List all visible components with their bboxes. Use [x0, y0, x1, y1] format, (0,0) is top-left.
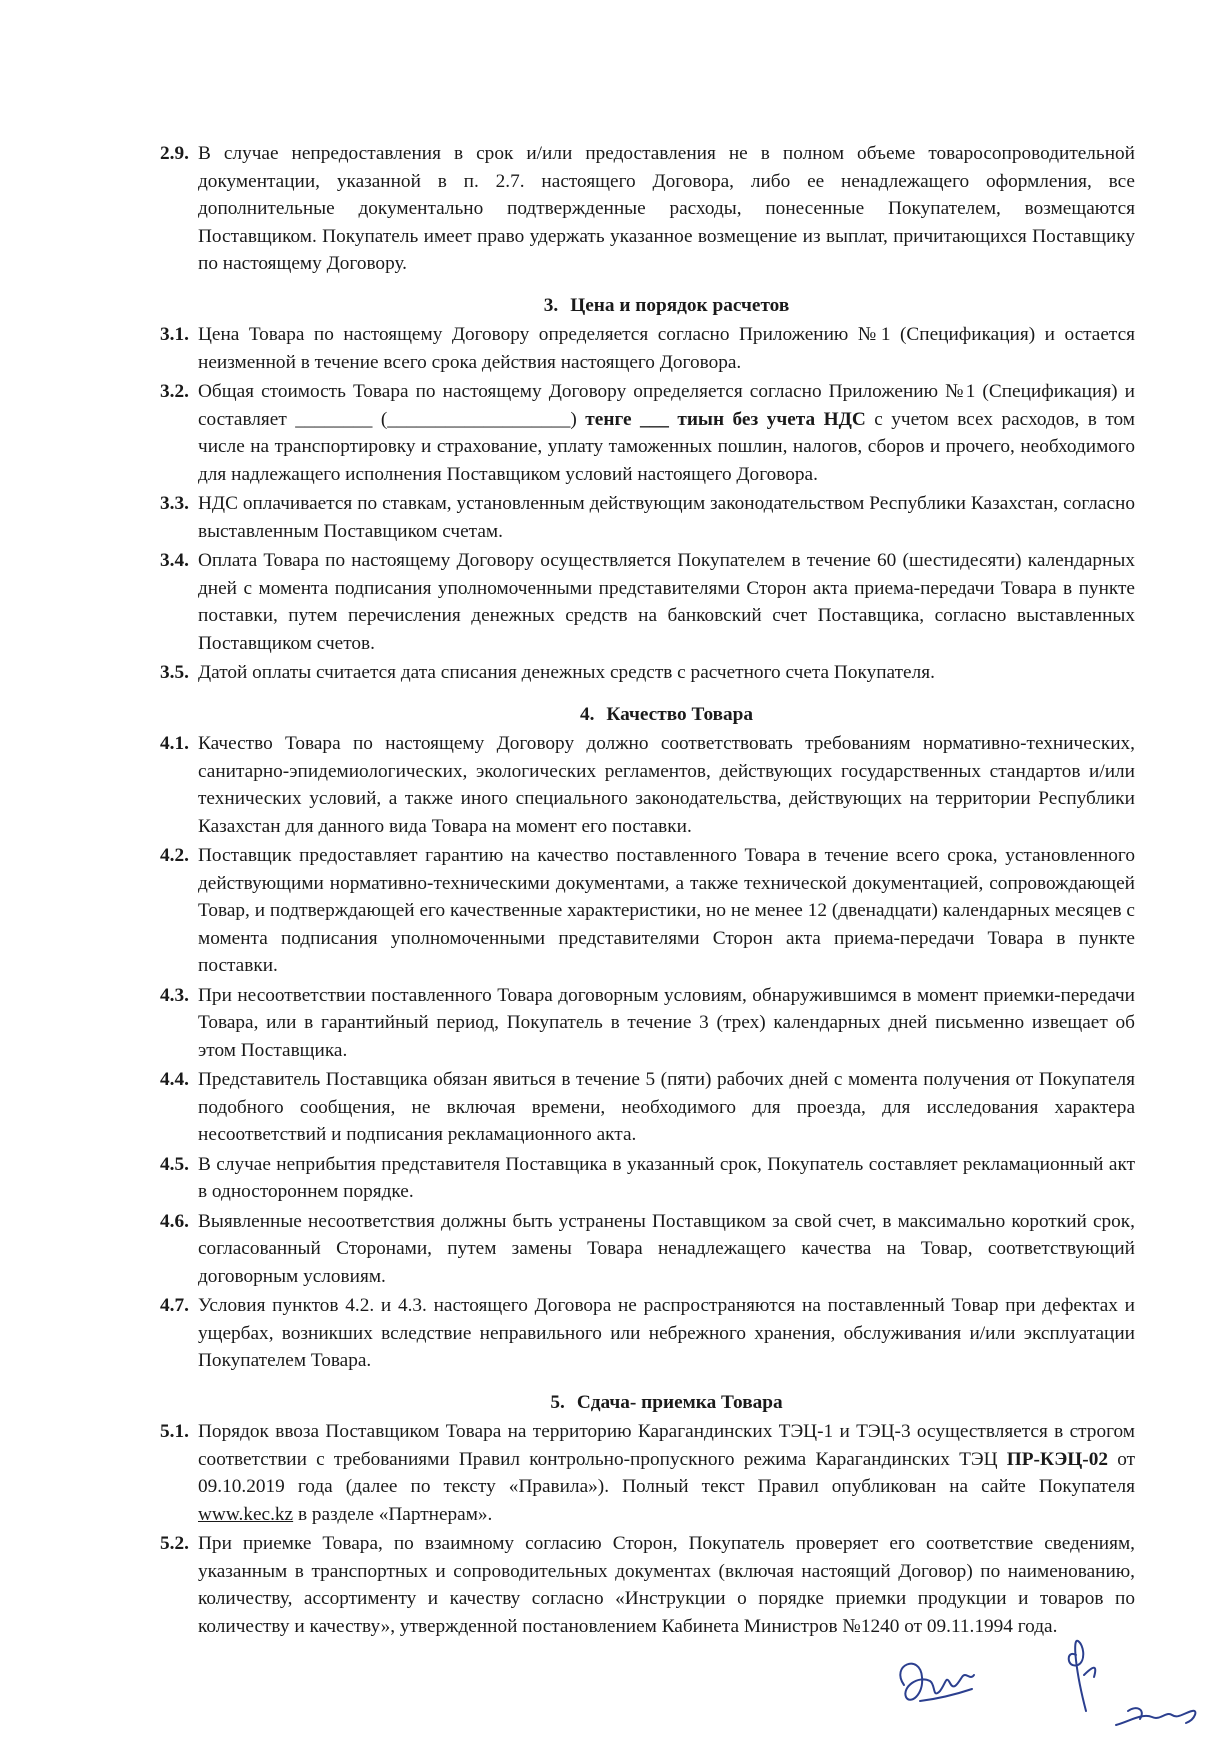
clause-3-1 — [160, 321, 1135, 376]
clause-number: 4.6. — [160, 1210, 189, 1232]
clause-number: 3.1. — [160, 324, 189, 345]
clause-text-part: Общая стоимость Товара по настоящему Договору определяется согласно Приложению №1 (Спецификация) и составляет ________ (___________________) — [198, 381, 1135, 430]
clause-4-5 — [160, 1151, 1135, 1206]
clause-number: 3.4. — [160, 550, 189, 571]
section-number: 4. — [579, 703, 595, 725]
clause-text-part: Порядок ввоза Поставщиком Товара на территорию Карагандинских ТЭЦ-1 и ТЭЦ-3 осуществляется в строгом соответствии с требованиями Правил контрольно-пропускного режима Карагандинских ТЭЦ — [198, 1421, 1135, 1470]
website-link[interactable]: www.kec.kz — [198, 1503, 294, 1525]
clause-text: Датой оплаты считается дата списания денежных средств с расчетного счета Покупателя. — [198, 662, 935, 683]
clause-text: Представитель Поставщика обязан явиться в течение 5 (пяти) рабочих дней с момента получения от Покупателя подобного сообщения, не включая времени, необходимого для проезда, для исследования характера несоответствий и подписания рекламационного акта. — [198, 1069, 1135, 1145]
clause-number: 4.1. — [160, 733, 189, 754]
clause-5-2 — [160, 1530, 1135, 1640]
signatures — [880, 1625, 1210, 1735]
signature-left-icon — [900, 1664, 974, 1701]
clause-text — [198, 381, 1135, 485]
clause-number: 4.4. — [160, 1069, 189, 1090]
price-bold-text: тенге ___ тиын без учета НДС — [576, 408, 866, 430]
section-title: Цена и порядок расчетов — [570, 294, 790, 316]
clause-2-9 — [160, 140, 1135, 278]
rules-code-bold: ПР-КЭЦ-02 — [1006, 1448, 1108, 1470]
section-3-heading — [160, 292, 1135, 320]
section-number: 5. — [550, 1391, 565, 1413]
section-5-heading — [160, 1389, 1135, 1417]
clause-text: При приемке Товара, по взаимному согласию Сторон, Покупатель проверяет его соответствие сведениям, указанным в транспортных и сопроводительных документах (включая настоящий Договор) по наименованию, количеству, ассортименту и качеству согласно «Инструкции о порядке приемки продукции и товаров по количеству и качеству», утвержденной постановлением Кабинета Министров №1240 от 09.11.1994 года. — [198, 1533, 1135, 1637]
clause-5-1 — [160, 1418, 1135, 1528]
clause-number: 4.2. — [160, 845, 189, 866]
clause-number: 3.2. — [160, 381, 189, 402]
clause-text-part: от 09.10.2019 года (далее по тексту «Правила»). Полный текст Правил опубликован на сайте Покупателя — [198, 1448, 1136, 1497]
clause-text: Качество Товара по настоящему Договору должно соответствовать требованиям нормативно-технических, санитарно-эпидемиологических, экологических регламентов, действующих государственных стандартов и/или технических условий, а также иного специального законодательства, действующих на территории Республики Казахстан для данного вида Товара на момент его поставки. — [198, 733, 1135, 837]
clause-number: 3.3. — [160, 493, 189, 514]
clause-4-3 — [160, 982, 1135, 1065]
clause-4-4 — [160, 1066, 1135, 1149]
clause-text: При несоответствии поставленного Товара договорным условиям, обнаружившимся в момент приемки-передачи Товара, или в гарантийный период, Покупатель в течение 3 (трех) календарных дней письменно извещает об этом Поставщика. — [198, 984, 1135, 1061]
clause-number: 3.5. — [160, 662, 189, 683]
clause-text: Поставщик предоставляет гарантию на качество поставленного Товара в течение всего срока, установленного действующими нормативно-техническими документами, а также технической документацией, сопровождающей Товар, и подтверждающей его качественные характеристики, но не менее 12 (двенадцати) календарных месяцев с момента подписания уполномоченными представителями Сторон акта приема-передачи Товара в пункте поставки. — [198, 845, 1135, 976]
section-number: 3. — [543, 294, 559, 316]
clause-text-part: с учетом всех расходов, в том числе на транспортировку и страхование, уплату таможенных пошлин, налогов, сборов и прочего, необходимого для надлежащего исполнения Поставщиком условий настоящего Договора. — [198, 408, 1135, 485]
clause-3-3 — [160, 490, 1135, 545]
clause-text: Цена Товара по настоящему Договору определяется согласно Приложению №1 (Спецификация) и остается неизменной в течение всего срока действия настоящего Договора. — [198, 324, 1135, 373]
clause-3-2 — [160, 378, 1135, 488]
clause-3-4 — [160, 547, 1135, 657]
clause-number: 5.1. — [160, 1421, 189, 1442]
clause-text: Условия пунктов 4.2. и 4.3. настоящего Договора не распространяются на поставленный Товар при дефектах и ущербах, возникших вследствие неправильного или небрежного хранения, обслуживания и/или эксплуатации Покупателем Товара. — [198, 1295, 1135, 1371]
signature-right-icon — [1069, 1641, 1196, 1725]
signatures-drawing — [880, 1625, 1210, 1735]
clause-text: Оплата Товара по настоящему Договору осуществляется Покупателем в течение 60 (шестидесяти) календарных дней с момента подписания уполномоченными представителями Сторон акта приема-передачи Товара в пункте поставки, путем перечисления денежных средств на банковский счет Поставщика, согласно выставленных Поставщиком счетов. — [198, 550, 1135, 654]
section-title: Сдача- приемка Товара — [576, 1391, 783, 1413]
clause-4-7 — [160, 1292, 1135, 1375]
clause-text: В случае непредоставления в срок и/или предоставления не в полном объеме товаросопроводительной документации, указанной в п. 2.7. настоящего Договора, либо ее ненадлежащего оформления, все дополнительные документально подтвержденные расходы, понесенные Покупателем, возмещаются Поставщиком. Покупатель имеет право удержать указанное возмещение из выплат, причитающихся Поставщику по настоящему Договору. — [198, 143, 1135, 274]
clause-3-5 — [160, 659, 1135, 687]
clause-text: Выявленные несоответствия должны быть устранены Поставщиком за свой счет, в максимально короткий срок, согласованный Сторонами, путем замены Товара ненадлежащего качества на Товар, соответствующий договорным условиям. — [198, 1210, 1135, 1287]
clause-number: 4.3. — [160, 984, 189, 1006]
clause-4-2 — [160, 842, 1135, 980]
clause-number: 4.7. — [160, 1295, 189, 1316]
section-4-heading — [160, 701, 1135, 729]
section-title: Качество Товара — [606, 703, 754, 725]
clause-number: 5.2. — [160, 1533, 189, 1554]
clause-4-1 — [160, 730, 1135, 840]
clause-text: НДС оплачивается по ставкам, установленным действующим законодательством Республики Казахстан, согласно выставленным Поставщиком счетам. — [198, 493, 1135, 542]
clause-4-6 — [160, 1208, 1135, 1291]
document-body — [160, 140, 1135, 1642]
clause-number: 4.5. — [160, 1153, 189, 1175]
clause-number: 2.9. — [160, 143, 189, 164]
clause-text-part: в разделе «Партнерам». — [293, 1503, 493, 1525]
clause-text: В случае неприбытия представителя Поставщика в указанный срок, Покупатель составляет рекламационный акт в одностороннем порядке. — [198, 1153, 1135, 1202]
clause-text — [198, 1421, 1135, 1525]
